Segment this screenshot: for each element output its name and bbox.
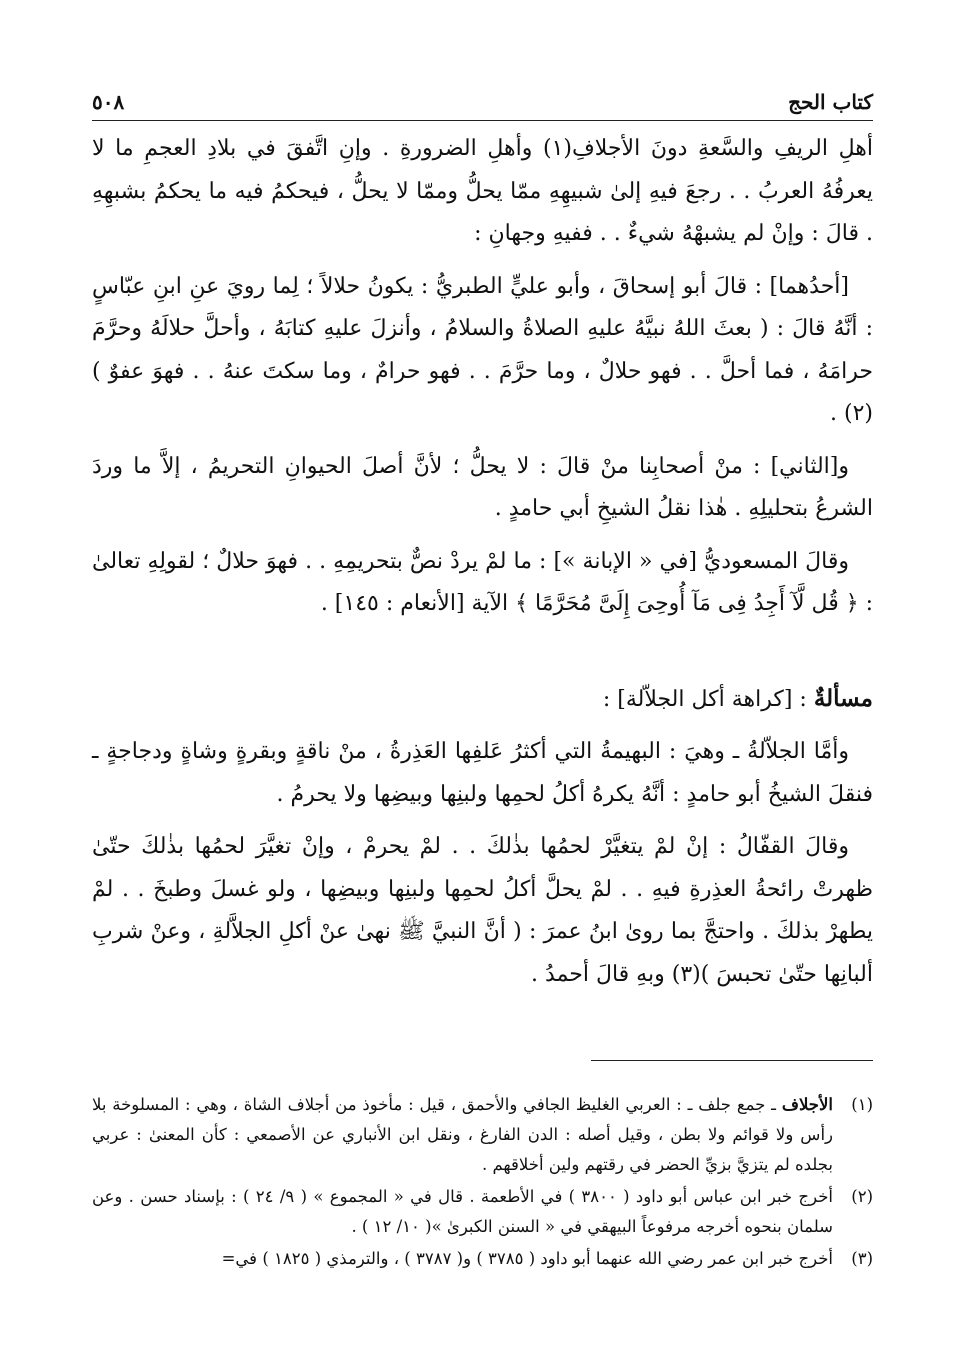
footnote-divider: [591, 1060, 873, 1061]
footnote: [92, 1090, 873, 1180]
paragraph: وأمَّا الجلاّلةُ ـ وهيَ : البهيمةُ التي أكثرُ عَلفِها العَذِرةُ ، منْ ناقةٍ وبقرةٍ وشاةٍ ودجاجةٍ ـ فنقلَ الشيخُ أبو حامدٍ : أنَّهُ يكرهُ أكلُ لحمِها ولبنِها وبيضِها ولا يحرمُ .: [92, 739, 873, 807]
page-number: ٥٠٨: [92, 90, 125, 114]
footnote-text: أخرج خبر ابن عمر رضي الله عنهما أبو داود ( ٣٧٨٥ ) و( ٣٧٨٧ ) ، والترمذي ( ١٨٢٥ ) في=: [221, 1249, 833, 1268]
page-header: [92, 78, 873, 114]
footnote-number: (١): [851, 1095, 873, 1114]
paragraph: أهلِ الريفِ والسَّعةِ دونَ الأجلافِ(١) وأهلِ الضرورةِ . وإنِ اتَّفقَ في بلادِ العجمِ ما لا يعرفُهُ العربُ . . رجعَ فيهِ إلىٰ شبيهِهِ ممّا يحلُّ وممّا لا يحلُّ ، فيحكمُ فيه ما يحكمُ بشبهِهِ . قالَ : وإنْ لم يشبهْهُ شيءٌ . . ففيهِ وجهانِ :: [92, 136, 874, 246]
header-divider: [92, 120, 873, 121]
footnote: [92, 1244, 873, 1274]
paragraph: و[الثاني] : منْ أصحابِنا منْ قالَ : لا يحلُّ ؛ لأنَّ أصلَ الحيوانِ التحريمُ ، إلاَّ ما وردَ الشرعُ بتحليلِهِ . هٰذا نقلُ الشيخِ أبي حامدٍ .: [92, 453, 873, 521]
book-title: كتاب الحج: [788, 90, 873, 114]
footnote-text: أخرج خبر ابن عباس أبو داود ( ٣٨٠٠ ) في الأطعمة . قال في « المجموع » ( ٩/ ٢٤ ) : بإسناد حسن . وعن سلمان بنحوه أخرجه مرفوعاً البيهقي في « السنن الكبرىٰ »( ١٠/ ١٢ ) .: [92, 1187, 833, 1236]
footnotes: [92, 1090, 873, 1276]
paragraph: [أحدُهما] : قالَ أبو إسحاقَ ، وأبو عليٍّ الطبريُّ : يكونُ حلالاً ؛ لِما رويَ عنِ ابنِ عبّاسٍ : أنَّهُ قالَ : ( بعثَ اللهُ نبيَّهُ عليهِ الصلاةُ والسلامُ ، وأنزلَ عليهِ كتابَهُ ، وأحلَّ حلالَهُ وحرَّمَ حرامَهُ ، فما أحلَّ . . فهو حلالٌ ، وما حرَّمَ . . فهو حرامٌ ، وما سكتَ عنهُ . . فهوَ عفوٌ )(٢) .: [92, 273, 873, 426]
paragraph: وقالَ القفّالُ : إنْ لمْ يتغيَّرْ لحمُها بذٰلكَ . . لمْ يحرمْ ، وإنْ تغيَّرَ لحمُها بذٰلكَ حتّىٰ ظهرتْ رائحةُ العذِرةِ فيهِ . . لمْ يحلَّ أكلُ لحمِها ولبنِها وبيضِها ، ولو غسلَ وطبخَ . . لمْ يطهرْ بذلكَ . واحتجَّ بما روىٰ ابنُ عمرَ : ( أنَّ النبيَّ ﷺ نهىٰ عنْ أكلِ الجلاَّلةِ ، وعنْ شربِ ألبانِها حتّىٰ تحبسَ )(٣) وبهِ قالَ أحمدُ .: [92, 834, 873, 987]
footnote: [92, 1182, 873, 1242]
paragraph: وقالَ المسعوديُّ [في « الإبانة »] : ما لمْ يردْ نصٌّ بتحريمِهِ . . فهوَ حلالٌ ؛ لقولِهِ تعالىٰ : ﴿ قُل لَّآ أَجِدُ فِى مَآ أُوحِىَ إِلَىَّ مُحَرَّمًا ﴾ الآية [الأنعام : ١٤٥] .: [92, 548, 873, 616]
masala-heading: [92, 678, 873, 722]
main-text: [92, 128, 873, 1006]
footnote-term: الأجلاف: [781, 1095, 833, 1114]
footnote-number: (٣): [851, 1249, 873, 1268]
footnote-text: ـ جمع جلف ـ : العربي الغليظ الجافي والأحمق ، قيل : مأخوذ من أجلاف الشاة ، وهي : المسلوخة بلا رأس ولا قوائم ولا بطن ، وقيل أصله : الدن الفارغ ، ونقل ابن الأنباري عن الأصمعي : كأن المعنىٰ : عربي بجلده لم يتزيَّ بزيِّ الحضر في رقتهم ولين أخلاقهم .: [92, 1095, 833, 1174]
footnote-number: (٢): [851, 1187, 873, 1206]
masala-label: مسألةٌ: [813, 684, 873, 712]
masala-title: : [كراهة أكل الجلاّلة] :: [602, 686, 807, 712]
